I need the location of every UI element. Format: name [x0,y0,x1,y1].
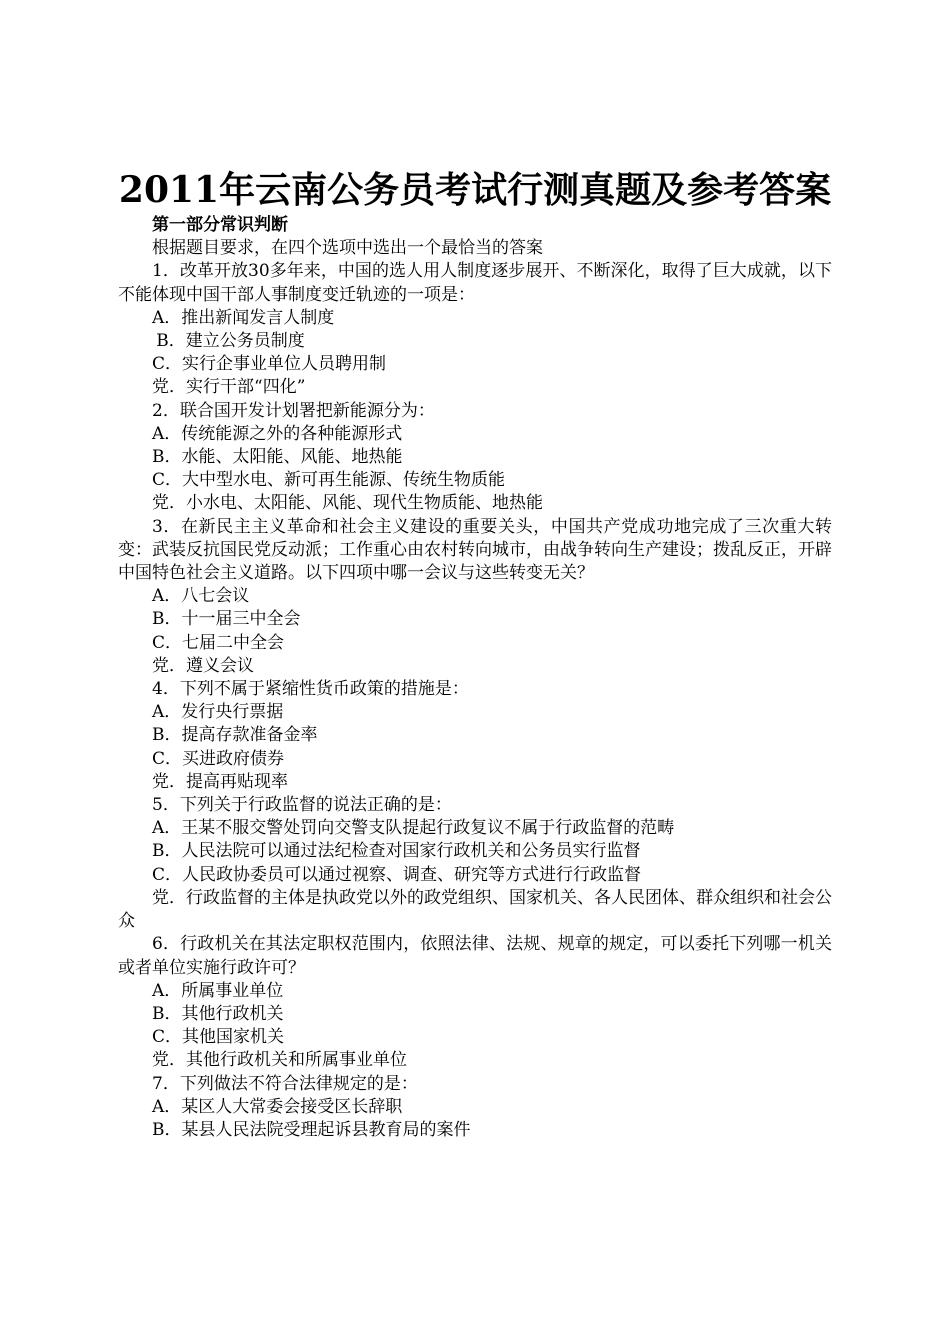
document-body [118,214,832,1142]
question-option: C．买进政府债券 [152,748,285,769]
question-option: 党．行政监督的主体是执政党以外的政党组织、国家机关、各人民团体、群众组织和社会公众 [118,887,832,932]
question-option: C．人民政协委员可以通过视察、调查、研究等方式进行行政监督 [152,864,642,885]
question-stem: 4．下列不属于紧缩性货币政策的措施是： [152,679,469,700]
question-option: 党．遵义会议 [152,655,254,676]
question-option: A．所属事业单位 [152,980,284,1001]
question-option: A．八七会议 [152,586,250,607]
instruction-text: 根据题目要求，在四个选项中选出一个最恰当的答案 [152,238,543,259]
question-option: 党．小水电、太阳能、风能、现代生物质能、地热能 [152,493,543,514]
question-stem: 7．下列做法不符合法律规定的是： [152,1073,418,1094]
question-option: C．大中型水电、新可再生能源、传统生物质能 [152,470,506,491]
document-title: 2011年云南公务员考试行测真题及参考答案 [118,169,832,211]
question-stem: 2．联合国开发计划署把新能源分为： [152,400,435,421]
question-option: B．某县人民法院受理起诉县教育局的案件 [152,1119,471,1140]
question-option: A．传统能源之外的各种能源形式 [152,423,403,444]
question-option: B．人民法院可以通过法纪检查对国家行政机关和公务员实行监督 [152,841,641,862]
question-stem: 6．行政机关在其法定职权范围内，依照法律、法规、规章的规定，可以委托下列哪一机关或者单位实施行政许可？ [118,934,832,978]
question-option: A．某区人大常委会接受区长辞职 [152,1096,403,1117]
question-option: C．实行企事业单位人员聘用制 [152,354,387,375]
question-option: A．推出新闻发言人制度 [152,307,335,328]
question-option: A．发行央行票据 [152,702,284,723]
question-option: 党．其他行政机关和所属事业单位 [152,1050,407,1071]
question-option: B．其他行政机关 [152,1003,284,1024]
question-option: B．水能、太阳能、风能、地热能 [152,447,403,468]
question-option: C．其他国家机关 [152,1027,285,1048]
question-option: B．提高存款准备金率 [152,725,318,746]
question-option: B．十一届三中全会 [152,609,301,630]
section-heading: 第一部分常识判断 [152,215,288,235]
question-option: C．七届二中全会 [152,632,285,653]
question-stem: 5．下列关于行政监督的说法正确的是： [152,795,452,816]
question-stem: 3．在新民主主义革命和社会主义建设的重要关头，中国共产党成功地完成了三次重大转变：武装反抗国民党反动派；工作重心由农村转向城市，由战争转向生产建设；拨乱反正，开辟中国特色社会主义道路。以下四项中哪一会议与这些转变无关？ [118,516,832,584]
question-option: B．建立公务员制度 [156,331,305,352]
question-option: 党．实行干部“四化” [152,377,306,398]
question-stem: 1．改革开放30多年来，中国的选人用人制度逐步展开、不断深化，取得了巨大成就，以下不能体现中国干部人事制度变迁轨迹的一项是： [118,261,832,305]
question-option: 党．提高再贴现率 [152,771,288,792]
question-option: A．王某不服交警处罚向交警支队提起行政复议不属于行政监督的范畴 [152,818,675,839]
